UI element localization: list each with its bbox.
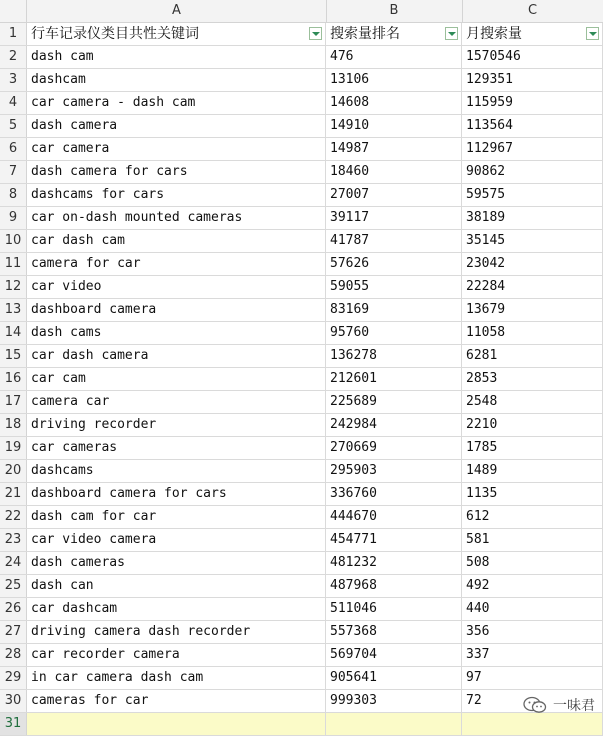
cell-rank[interactable]: 41787 — [326, 230, 462, 252]
cell-keyword[interactable]: camera car — [27, 391, 326, 413]
row-number[interactable]: 10 — [0, 230, 27, 252]
cell-keyword[interactable]: driving recorder — [27, 414, 326, 436]
row-number[interactable]: 31 — [0, 713, 27, 735]
table-row — [0, 345, 603, 368]
cell-monthly-volume[interactable]: 72 — [462, 690, 603, 712]
table-row — [0, 552, 603, 575]
cell-rank[interactable]: 999303 — [326, 690, 462, 712]
table-row — [0, 460, 603, 483]
table-row — [0, 92, 603, 115]
cell-rank[interactable]: 14987 — [326, 138, 462, 160]
cell-rank[interactable]: 242984 — [326, 414, 462, 436]
header-cell-monthly-volume[interactable] — [462, 23, 603, 45]
cell-rank[interactable]: 39117 — [326, 207, 462, 229]
row-number[interactable]: 15 — [0, 345, 27, 367]
row-number[interactable]: 26 — [0, 598, 27, 620]
table-row — [0, 115, 603, 138]
cell-monthly-volume[interactable]: 38189 — [462, 207, 603, 229]
row-number[interactable]: 18 — [0, 414, 27, 436]
table-row — [0, 391, 603, 414]
row-number[interactable]: 2 — [0, 46, 27, 68]
cell-rank[interactable]: 136278 — [326, 345, 462, 367]
cell-rank[interactable]: 454771 — [326, 529, 462, 551]
table-row — [0, 69, 603, 92]
column-header-b[interactable]: B — [326, 0, 463, 22]
cell-rank[interactable]: 57626 — [326, 253, 462, 275]
table-row — [0, 690, 603, 713]
cell-keyword[interactable]: cameras for car — [27, 690, 326, 712]
cell-monthly-volume[interactable]: 356 — [462, 621, 603, 643]
cell-monthly-volume[interactable]: 115959 — [462, 92, 603, 114]
cell-keyword[interactable] — [27, 713, 326, 735]
cell-rank[interactable]: 13106 — [326, 69, 462, 91]
cell-keyword[interactable]: car cam — [27, 368, 326, 390]
cell-monthly-volume[interactable]: 129351 — [462, 69, 603, 91]
cell-keyword[interactable]: dash cam for car — [27, 506, 326, 528]
row-number[interactable]: 4 — [0, 92, 27, 114]
cell-monthly-volume[interactable]: 23042 — [462, 253, 603, 275]
cell-monthly-volume[interactable]: 22284 — [462, 276, 603, 298]
row-number[interactable]: 3 — [0, 69, 27, 91]
cell-monthly-volume[interactable]: 112967 — [462, 138, 603, 160]
watermark — [523, 694, 595, 716]
row-number[interactable]: 6 — [0, 138, 27, 160]
cell-rank[interactable]: 95760 — [326, 322, 462, 344]
cell-rank[interactable]: 905641 — [326, 667, 462, 689]
column-header-a[interactable]: A — [27, 0, 327, 22]
grid-rows — [0, 23, 603, 736]
cell-rank[interactable]: 511046 — [326, 598, 462, 620]
table-row — [0, 368, 603, 391]
wechat-icon — [523, 696, 547, 714]
cell-keyword[interactable]: car video camera — [27, 529, 326, 551]
row-number[interactable]: 28 — [0, 644, 27, 666]
cell-keyword[interactable]: car video — [27, 276, 326, 298]
cell-keyword[interactable]: dashboard camera for cars — [27, 483, 326, 505]
row-number[interactable]: 25 — [0, 575, 27, 597]
header-cell-keyword[interactable] — [27, 23, 326, 45]
table-row — [0, 184, 603, 207]
cell-monthly-volume[interactable]: 13679 — [462, 299, 603, 321]
table-row — [0, 506, 603, 529]
cell-keyword[interactable]: car dash cam — [27, 230, 326, 252]
cell-rank[interactable]: 18460 — [326, 161, 462, 183]
cell-rank[interactable]: 295903 — [326, 460, 462, 482]
cell-monthly-volume[interactable]: 440 — [462, 598, 603, 620]
cell-rank[interactable]: 59055 — [326, 276, 462, 298]
row-number[interactable]: 13 — [0, 299, 27, 321]
table-row — [0, 529, 603, 552]
cell-keyword[interactable]: dash cams — [27, 322, 326, 344]
cell-monthly-volume[interactable] — [462, 713, 603, 735]
row-number[interactable]: 23 — [0, 529, 27, 551]
cell-monthly-volume[interactable]: 6281 — [462, 345, 603, 367]
table-row — [0, 276, 603, 299]
table-row — [0, 644, 603, 667]
data-rows — [0, 46, 603, 713]
cell-rank[interactable]: 27007 — [326, 184, 462, 206]
cell-keyword[interactable]: car recorder camera — [27, 644, 326, 666]
cell-keyword[interactable]: dashboard camera — [27, 299, 326, 321]
row-number[interactable]: 27 — [0, 621, 27, 643]
cell-monthly-volume[interactable]: 1785 — [462, 437, 603, 459]
cell-monthly-volume[interactable]: 113564 — [462, 115, 603, 137]
row-number[interactable]: 14 — [0, 322, 27, 344]
table-row — [0, 299, 603, 322]
cell-rank[interactable]: 476 — [326, 46, 462, 68]
row-number[interactable]: 20 — [0, 460, 27, 482]
row-number[interactable]: 7 — [0, 161, 27, 183]
cell-monthly-volume[interactable]: 2853 — [462, 368, 603, 390]
cell-monthly-volume[interactable]: 492 — [462, 575, 603, 597]
cell-rank[interactable]: 336760 — [326, 483, 462, 505]
cell-rank[interactable]: 225689 — [326, 391, 462, 413]
cell-rank[interactable]: 569704 — [326, 644, 462, 666]
cell-monthly-volume[interactable]: 2210 — [462, 414, 603, 436]
cell-rank[interactable]: 83169 — [326, 299, 462, 321]
table-row — [0, 414, 603, 437]
table-row — [0, 138, 603, 161]
cell-rank[interactable]: 481232 — [326, 552, 462, 574]
table-row — [0, 322, 603, 345]
cell-keyword[interactable]: dash can — [27, 575, 326, 597]
cell-keyword[interactable]: car cameras — [27, 437, 326, 459]
watermark-text: 一味君 — [553, 698, 595, 714]
table-row — [0, 575, 603, 598]
table-row — [0, 230, 603, 253]
filter-dropdown-icon[interactable] — [445, 27, 458, 40]
cell-keyword[interactable]: car dash camera — [27, 345, 326, 367]
row-number[interactable]: 17 — [0, 391, 27, 413]
cell-keyword[interactable]: car dashcam — [27, 598, 326, 620]
cell-monthly-volume[interactable]: 97 — [462, 667, 603, 689]
cell-monthly-volume[interactable]: 1135 — [462, 483, 603, 505]
row-number[interactable]: 29 — [0, 667, 27, 689]
column-header-c[interactable]: C — [462, 0, 603, 22]
table-row — [0, 207, 603, 230]
cell-rank[interactable]: 557368 — [326, 621, 462, 643]
cell-monthly-volume[interactable]: 2548 — [462, 391, 603, 413]
row-number[interactable]: 16 — [0, 368, 27, 390]
row-number[interactable]: 1 — [0, 23, 27, 45]
cell-rank[interactable] — [326, 713, 462, 735]
cell-rank[interactable]: 14608 — [326, 92, 462, 114]
row-number[interactable]: 5 — [0, 115, 27, 137]
cell-rank[interactable]: 14910 — [326, 115, 462, 137]
table-row — [0, 161, 603, 184]
cell-rank[interactable]: 487968 — [326, 575, 462, 597]
table-row — [0, 598, 603, 621]
cell-monthly-volume[interactable]: 337 — [462, 644, 603, 666]
cell-keyword[interactable]: dash camera for cars — [27, 161, 326, 183]
cell-rank[interactable]: 270669 — [326, 437, 462, 459]
cell-rank[interactable]: 212601 — [326, 368, 462, 390]
cell-monthly-volume[interactable]: 612 — [462, 506, 603, 528]
table-row — [0, 46, 603, 69]
cell-keyword[interactable]: dashcams — [27, 460, 326, 482]
row-number[interactable]: 9 — [0, 207, 27, 229]
row-number[interactable]: 22 — [0, 506, 27, 528]
cell-keyword[interactable]: car on-dash mounted cameras — [27, 207, 326, 229]
cell-keyword[interactable]: dash cameras — [27, 552, 326, 574]
cell-keyword[interactable]: driving camera dash recorder — [27, 621, 326, 643]
header-cell-rank[interactable] — [326, 23, 462, 45]
cell-keyword[interactable]: car camera — [27, 138, 326, 160]
cell-keyword[interactable]: dashcams for cars — [27, 184, 326, 206]
row-number[interactable]: 30 — [0, 690, 27, 712]
cell-monthly-volume[interactable]: 1489 — [462, 460, 603, 482]
table-row — [0, 483, 603, 506]
cell-keyword[interactable]: dashcam — [27, 69, 326, 91]
table-row — [0, 667, 603, 690]
cell-keyword[interactable]: in car camera dash cam — [27, 667, 326, 689]
cell-monthly-volume[interactable]: 1570546 — [462, 46, 603, 68]
cell-monthly-volume[interactable]: 90862 — [462, 161, 603, 183]
row-number[interactable]: 8 — [0, 184, 27, 206]
header-volume-label: 月搜索量 — [466, 26, 522, 42]
filter-dropdown-icon[interactable] — [309, 27, 322, 40]
cell-keyword[interactable]: dash camera — [27, 115, 326, 137]
table-row — [0, 437, 603, 460]
row-number[interactable]: 21 — [0, 483, 27, 505]
row-number[interactable]: 12 — [0, 276, 27, 298]
table-row — [0, 253, 603, 276]
cell-monthly-volume[interactable]: 508 — [462, 552, 603, 574]
table-row — [0, 621, 603, 644]
row-number[interactable]: 11 — [0, 253, 27, 275]
column-header-bar — [0, 0, 603, 23]
table-header-row — [0, 23, 603, 46]
cell-keyword[interactable]: car camera - dash cam — [27, 92, 326, 114]
cell-monthly-volume[interactable]: 11058 — [462, 322, 603, 344]
header-keyword-label: 行车记录仪类目共性关键词 — [31, 26, 199, 42]
cell-monthly-volume[interactable]: 581 — [462, 529, 603, 551]
cell-keyword[interactable]: camera for car — [27, 253, 326, 275]
cell-rank[interactable]: 444670 — [326, 506, 462, 528]
cell-monthly-volume[interactable]: 59575 — [462, 184, 603, 206]
row-number[interactable]: 19 — [0, 437, 27, 459]
header-rank-label: 搜索量排名 — [330, 26, 400, 42]
filter-dropdown-icon[interactable] — [586, 27, 599, 40]
cell-keyword[interactable]: dash cam — [27, 46, 326, 68]
select-all-corner[interactable] — [0, 0, 27, 22]
row-number[interactable]: 24 — [0, 552, 27, 574]
cell-monthly-volume[interactable]: 35145 — [462, 230, 603, 252]
